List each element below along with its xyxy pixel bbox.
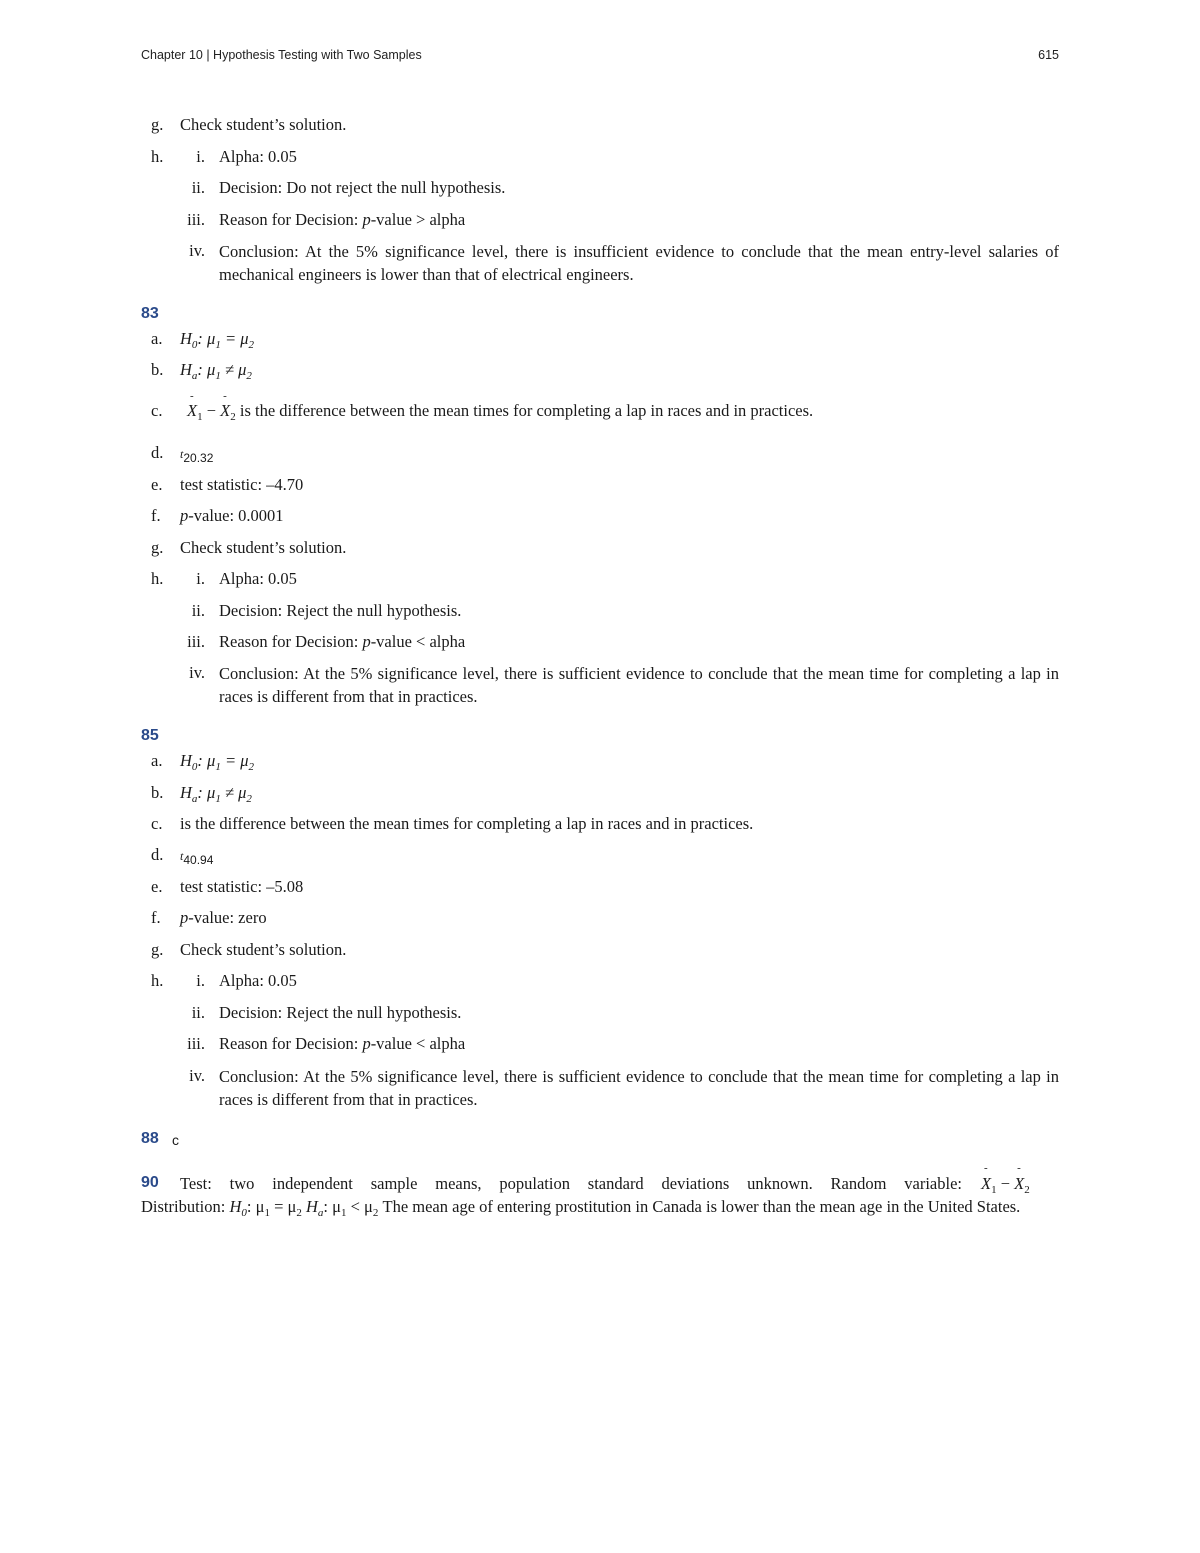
problem-number-85: 85 — [141, 727, 159, 744]
x-bar-1: - X — [981, 1172, 991, 1195]
problem-90-text: Test: two independent sample means, population standard deviations unknown. Random variable: - $X_1$ − - $X_2$ Distribution: $H_0$: $\mu_1 = \mu_2$ $H_a$: $\mu_1 < \mu_2$ The mean age of entering prostitution in Canada is lower than the mean age in the United States. — [141, 1172, 1059, 1218]
answer-88: c — [172, 1132, 179, 1148]
problem-number-88: 88 — [141, 1130, 159, 1147]
x-bar-2: - X — [1014, 1172, 1024, 1195]
chapter-title: Chapter 10 | Hypothesis Testing with Two Samples — [141, 48, 422, 62]
page-number: 615 — [1038, 48, 1059, 62]
x-bar-1: - X — [187, 400, 197, 422]
x-bar-2: - X — [220, 400, 230, 422]
problem-number-90: 90 — [141, 1174, 159, 1191]
problem-90-body: Distribution: $H_0$: $\mu_1 = \mu_2$ $H_a$: $\mu_1 < \mu_2$ The mean age of entering prostitution in Canada is lower than the mean age in the United States. — [141, 1197, 1021, 1219]
problem-number-83: 83 — [141, 305, 159, 322]
page-header — [141, 48, 1059, 66]
